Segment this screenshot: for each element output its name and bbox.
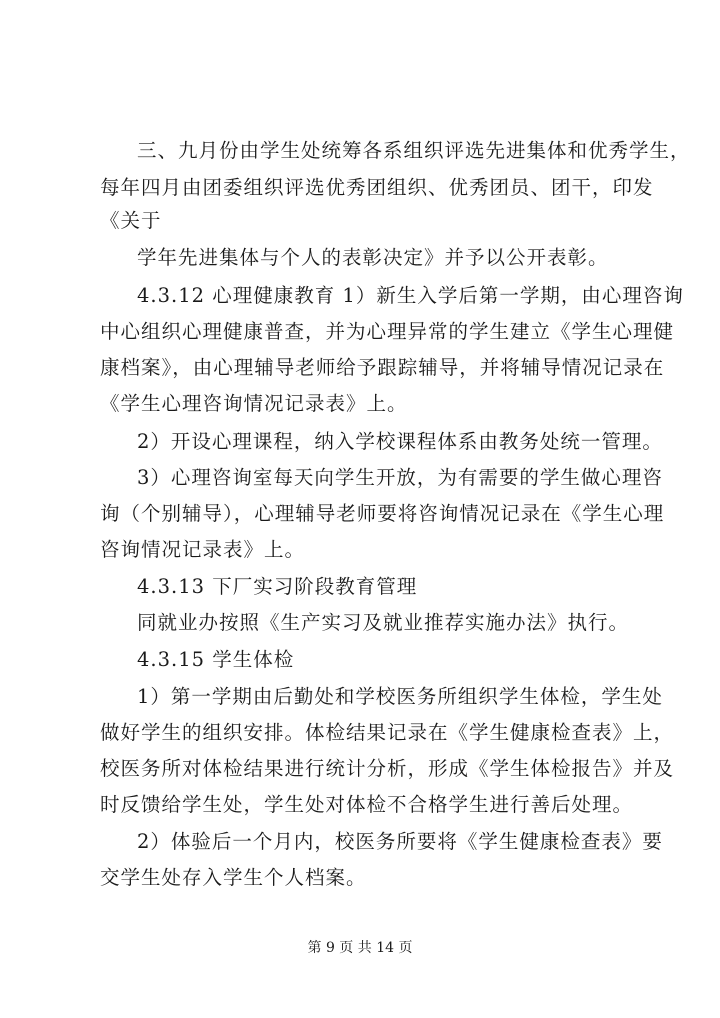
text-line: 做好学生的组织安排。体检结果记录在《学生健康检查表》上， bbox=[100, 721, 675, 744]
text-line: 学年先进集体与个人的表彰决定》并予以公开表彰。 bbox=[137, 246, 609, 269]
text-line: 交学生处存入学生个人档案。 bbox=[100, 866, 367, 889]
text-line: 校医务所对体检结果进行统计分析，形成《学生体检报告》并及 bbox=[100, 757, 675, 780]
text-line: 咨询情况记录表》上。 bbox=[100, 538, 306, 561]
text-line: 2）体验后一个月内，校医务所要将《学生健康检查表》要 bbox=[137, 830, 663, 853]
text-line: 每年四月由团委组织评选优秀团组织、优秀团员、团干，印发 bbox=[100, 176, 654, 199]
text-line: 康档案》，由心理辅导老师给予跟踪辅导，并将辅导情况记录在 bbox=[100, 356, 665, 379]
text-line: 4.3.13 下厂实习阶段教育管理 bbox=[137, 575, 418, 598]
text-line: 《关于 bbox=[100, 209, 162, 232]
text-line: 1）第一学期由后勤处和学校医务所组织学生体检，学生处 bbox=[137, 685, 663, 708]
text-line: 中心组织心理健康普查，并为心理异常的学生建立《学生心理健 bbox=[100, 320, 675, 343]
text-line: 询（个别辅导），心理辅导老师要将咨询情况记录在《学生心理 bbox=[100, 502, 665, 525]
text-line: 三、九月份由学生处统筹各系组织评选先进集体和优秀学生， bbox=[137, 139, 691, 162]
text-line: 时反馈给学生处，学生处对体检不合格学生进行善后处理。 bbox=[100, 793, 634, 816]
text-line: 3）心理咨询室每天向学生开放，为有需要的学生做心理咨 bbox=[137, 466, 663, 489]
text-line: 4.3.15 学生体检 bbox=[137, 648, 295, 671]
text-line: 4.3.12 心理健康教育 1）新生入学后第一学期，由心理咨询 bbox=[137, 284, 684, 307]
text-line: 2）开设心理课程，纳入学校课程体系由教务处统一管理。 bbox=[137, 430, 663, 453]
page-number-footer: 第 9 页 共 14 页 bbox=[307, 940, 413, 956]
text-line: 《学生心理咨询情况记录表》上。 bbox=[100, 392, 408, 415]
text-line: 同就业办按照《生产实习及就业推荐实施办法》执行。 bbox=[137, 611, 630, 634]
